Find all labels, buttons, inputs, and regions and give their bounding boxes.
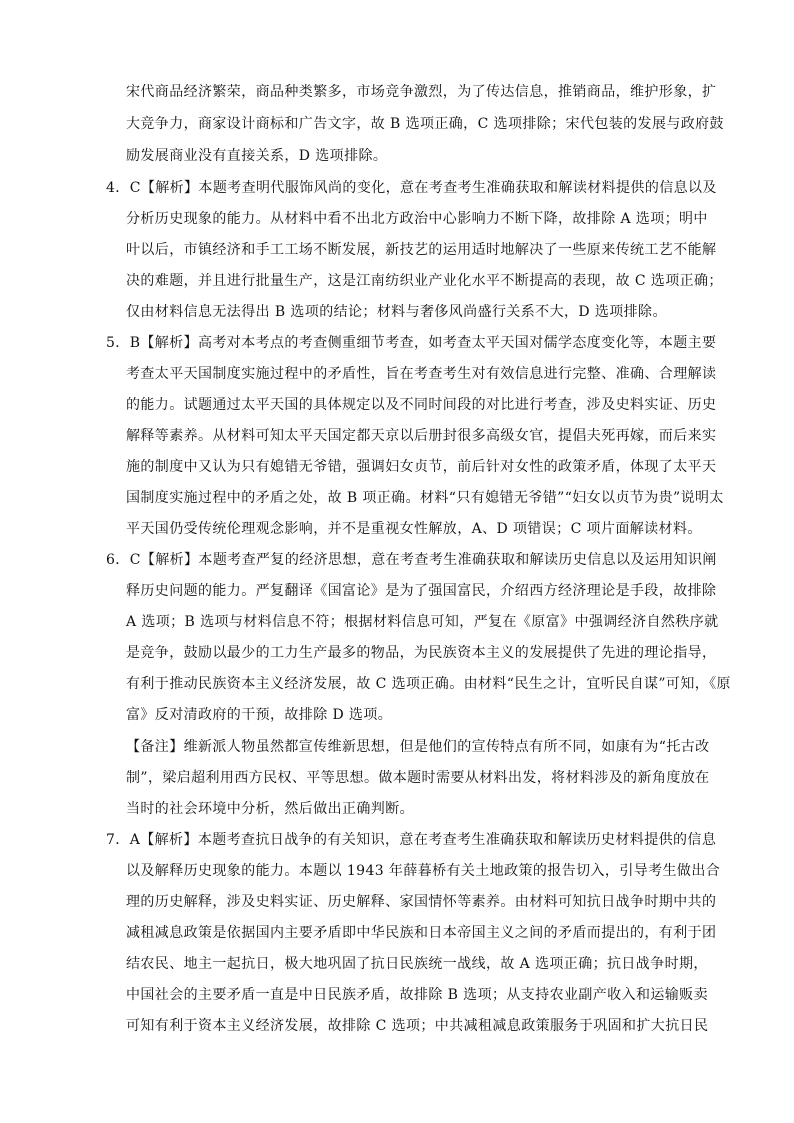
item3-line-1: 宋代商品经济繁荣，商品种类繁多，市场竞争激烈，为了传达信息，推销商品，维护形象，扩 — [126, 84, 717, 100]
item3-line-3: 励发展商业没有直接关系，D 选项排除。 — [126, 148, 388, 164]
item6-line-2: 释历史问题的能力。严复翻译《国富论》是为了强国富民，介绍西方经济理论是手段，故排除 — [126, 583, 717, 599]
item4-line-3: 叶以后，市镇经济和手工工场不断发展，新技艺的运用适时地解决了一些原来传统工艺不能解 — [126, 242, 717, 258]
item6-line-1: 6．C【解析】本题考查严复的经济思想，意在考查考生准确获取和解读历史信息以及运用知识阐 — [106, 552, 717, 568]
item6-line-5: 有利于推动民族资本主义经济发展，故 C 选项正确。由材料“民生之计，宜听民自谋”可知，《原 — [126, 676, 731, 692]
item5-line-2: 考查太平天国制度实施过程中的矛盾性，旨在考查考生对有效信息进行完整、准确、合理解读 — [126, 366, 717, 382]
item4-line-2: 分析历史现象的能力。从材料中看不出北方政治中心影响力不断下降，故排除 A 选项；明中 — [126, 211, 708, 227]
item6-line-4: 是竞争，鼓励以最少的工力生产最多的物品，为民族资本主义的发展提供了先进的理论指导， — [126, 645, 717, 661]
item3-line-2: 大竞争力，商家设计商标和广告文字，故 B 选项正确，C 选项排除；宋代包装的发展与政府鼓 — [126, 116, 724, 132]
item5-line-4: 解释等素养。从材料可知太平天国定都天京以后册封很多高级女官，提倡夫死再嫁，而后来实 — [126, 428, 717, 444]
item5-line-7: 平天国仍受传统伦理观念影响，并不是重视女性解放，A、D 项错误；C 项片面解读材料。 — [126, 521, 702, 537]
item5-line-3: 的能力。试题通过太平天国的具体规定以及不同时间段的对比进行考查，涉及史料实证、历史 — [126, 397, 717, 413]
item4-line-1: 4．C【解析】本题考查明代服饰风尚的变化，意在考查考生准确获取和解读材料提供的信息以及 — [106, 180, 717, 196]
item6-line-3: A 选项；B 选项与材料信息不符；根据材料信息可知，严复在《原富》中强调经济自然秩序就 — [126, 614, 719, 630]
note6-line-1: 【备注】维新派人物虽然都宣传维新思想，但是他们的宣传特点有所不同，如康有为“托古改 — [126, 739, 710, 755]
item7-line-6: 中国社会的主要矛盾一直是中日民族矛盾，故排除 B 选项；从支持农业副产收入和运输贩卖 — [126, 987, 708, 1003]
item6-line-6: 富》反对清政府的干预，故排除 D 选项。 — [126, 707, 393, 723]
note6-line-2: 制”，梁启超利用西方民权、平等思想。做本题时需要从材料出发，将材料涉及的新角度放在 — [126, 770, 710, 786]
item5-line-1: 5．B【解析】高考对本考点的考查侧重细节考查，如考查太平天国对儒学态度变化等，本题主要 — [106, 335, 717, 351]
note6-line-3: 当时的社会环境中分析，然后做出正确判断。 — [126, 801, 414, 817]
item7-line-7: 可知有利于资本主义经济发展，故排除 C 选项；中共减租减息政策服务于巩固和扩大抗日民 — [126, 1018, 709, 1034]
item7-line-1: 7．A【解析】本题考查抗日战争的有关知识，意在考查考生准确获取和解读历史材料提供的信息 — [106, 832, 717, 848]
item5-line-6: 国制度实施过程中的矛盾之处，故 B 项正确。材料“只有媳错无爷错”“妇女以贞节为贵”说明太 — [126, 490, 724, 506]
item5-line-5: 施的制度中又认为只有媳错无爷错，强调妇女贞节，前后针对女性的政策矛盾，体现了太平天 — [126, 459, 717, 475]
item7-line-2: 以及解释历史现象的能力。本题以 1943 年薛暮桥有关土地政策的报告切入，引导考生做出合 — [126, 863, 721, 879]
item4-line-5: 仅由材料信息无法得出 B 选项的结论；材料与奢侈风尚盛行关系不大，D 选项排除。 — [126, 304, 667, 320]
item7-line-3: 理的历史解释，涉及史料实证、历史解释、家国情怀等素养。由材料可知抗日战争时期中共的 — [126, 894, 717, 910]
item7-line-4: 减租减息政策是依据国内主要矛盾即中华民族和日本帝国主义之间的矛盾而提出的，有利于团 — [126, 925, 717, 941]
item4-line-4: 决的难题，并且进行批量生产，这是江南纺织业产业化水平不断提高的表现，故 C 选项正确； — [126, 273, 723, 289]
item7-line-5: 结农民、地主一起抗日，极大地巩固了抗日民族统一战线，故 A 选项正确；抗日战争时期， — [126, 956, 708, 972]
